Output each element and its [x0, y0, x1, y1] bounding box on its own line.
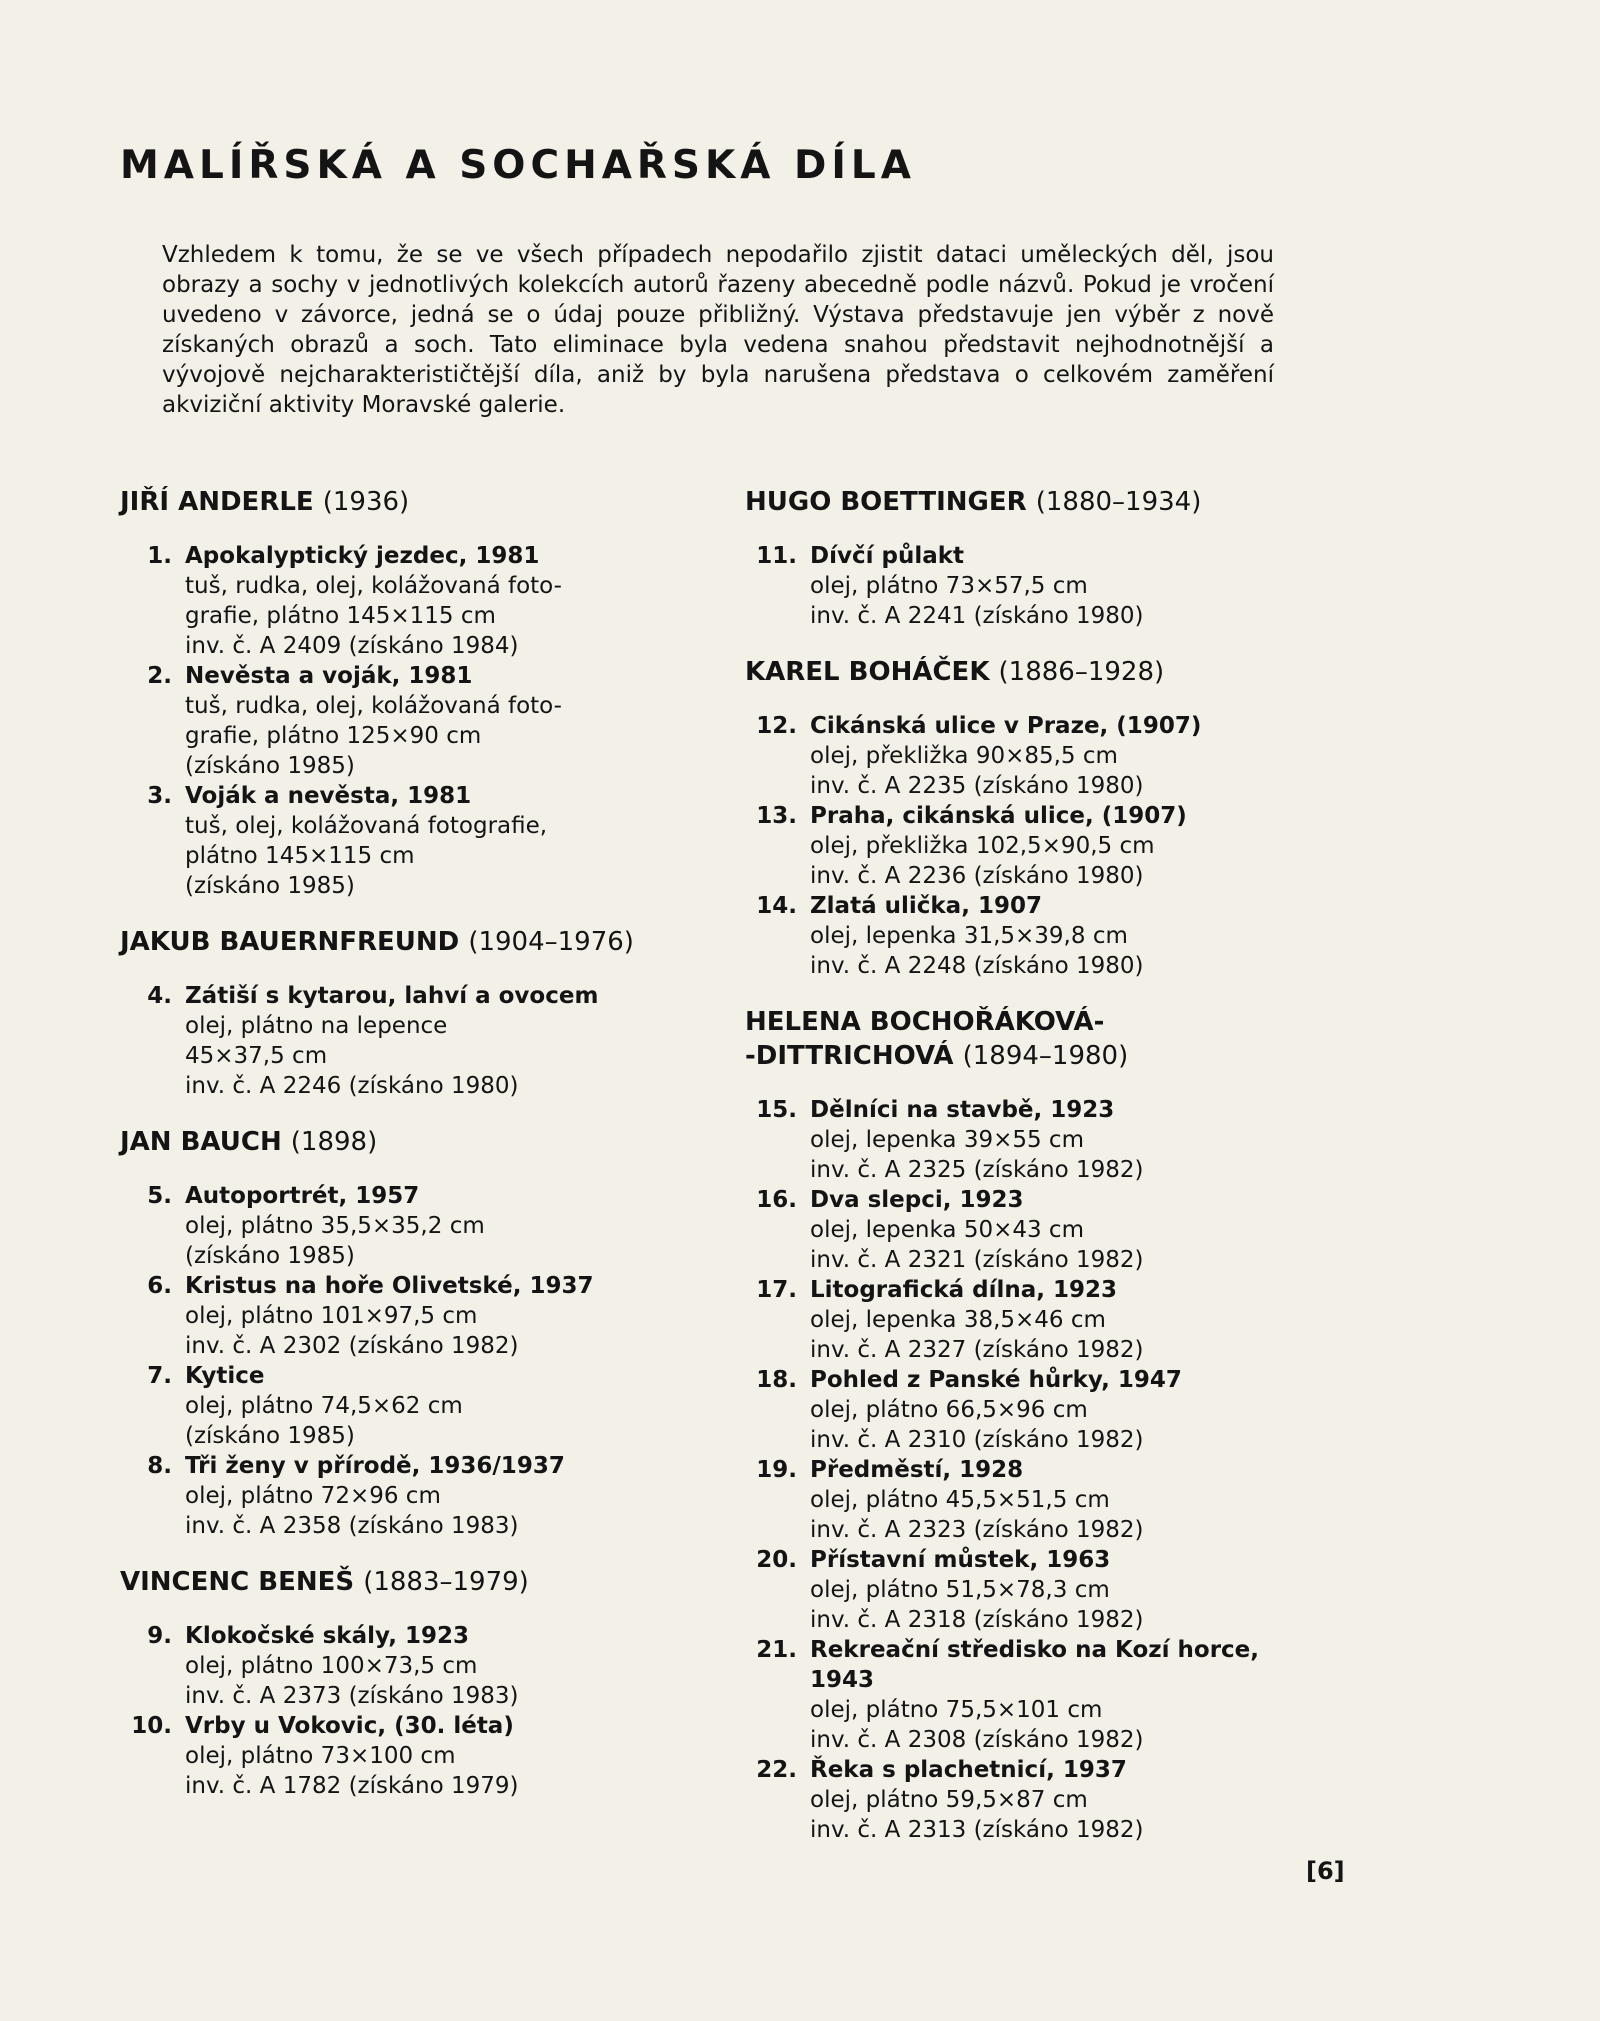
artist-name: HUGO BOETTINGER [745, 487, 1027, 517]
work-detail: olej, plátno 51,5×78,3 cm [810, 1577, 1110, 1603]
work-title: Pohled z Panské hůrky, 1947 [810, 1367, 1182, 1393]
artist-name: JIŘÍ ANDERLE [120, 487, 314, 517]
work-title: Nevěsta a voják, 1981 [185, 663, 473, 689]
work-item [745, 1275, 1305, 1365]
artist-name: KAREL BOHÁČEK [745, 657, 990, 687]
work-number: 19. [756, 1457, 797, 1483]
work-detail: olej, překližka 102,5×90,5 cm [810, 833, 1155, 859]
artist-dates: (1936) [322, 487, 410, 517]
work-number: 2. [147, 663, 172, 689]
work-item [120, 661, 680, 781]
work-item [120, 1361, 680, 1451]
work-detail: inv. č. A 2310 (získáno 1982) [810, 1427, 1144, 1453]
work-detail: olej, překližka 90×85,5 cm [810, 743, 1118, 769]
work-detail: inv. č. A 2325 (získáno 1982) [810, 1157, 1144, 1183]
work-detail: inv. č. A 2321 (získáno 1982) [810, 1247, 1144, 1273]
work-detail: inv. č. A 1782 (získáno 1979) [185, 1773, 519, 1799]
artist-entry [745, 655, 1305, 981]
work-detail: olej, plátno 66,5×96 cm [810, 1397, 1088, 1423]
artist-name-continued: -DITTRICHOVÁ [745, 1041, 954, 1071]
work-number: 20. [756, 1547, 797, 1573]
work-detail: olej, plátno 100×73,5 cm [185, 1653, 478, 1679]
artist-dates: (1898) [290, 1127, 378, 1157]
work-detail: inv. č. A 2235 (získáno 1980) [810, 773, 1144, 799]
work-detail: tuš, rudka, olej, kolážovaná foto- [185, 573, 562, 599]
work-title: Kristus na hoře Olivetské, 1937 [185, 1273, 594, 1299]
right-column [745, 485, 1305, 1869]
intro-paragraph: Vzhledem k tomu, že se ve všech případech nepodařilo zjistit dataci uměleckých děl, jsou obrazy a sochy v jednotlivých kolekcích autorů řazeny abecedně podle názvů. Pokud je vročení uvedeno v závorce, jedná se o údaj pouze přibližný. Výstava představuje jen výběr z nově získaných obrazů a soch. Tato eliminace byla vedena snahou představit nejhodnotnější a vývojově nejcharakterističtější díla, aniž by byla narušena představa o celkovém zaměření akviziční aktivity Moravské galerie. [162, 242, 1274, 418]
artist-heading [120, 1125, 680, 1159]
work-title: Voják a nevěsta, 1981 [185, 783, 472, 809]
page-number: [6] [1306, 1857, 1345, 1885]
work-title: Apokalyptický jezdec, 1981 [185, 543, 540, 569]
work-detail: inv. č. A 2308 (získáno 1982) [810, 1727, 1144, 1753]
work-item [745, 1185, 1305, 1275]
work-item [745, 1455, 1305, 1545]
work-item [120, 1451, 680, 1541]
artist-heading [745, 1005, 1305, 1073]
work-title: Dívčí půlakt [810, 543, 965, 569]
work-item [745, 1545, 1305, 1635]
work-detail: inv. č. A 2409 (získáno 1984) [185, 633, 519, 659]
works-list [745, 711, 1305, 981]
work-detail: olej, lepenka 31,5×39,8 cm [810, 923, 1128, 949]
work-title: Autoportrét, 1957 [185, 1183, 420, 1209]
work-number: 4. [147, 983, 172, 1009]
artist-name: JAKUB BAUERNFREUND [120, 927, 460, 957]
work-number: 13. [756, 803, 797, 829]
work-detail: olej, plátno 72×96 cm [185, 1483, 441, 1509]
work-number: 10. [131, 1713, 172, 1739]
work-title: Zátiší s kytarou, lahví a ovocem [185, 983, 599, 1009]
work-detail: (získáno 1985) [185, 873, 355, 899]
artist-entry [120, 925, 680, 1101]
artist-name: JAN BAUCH [120, 1127, 282, 1157]
work-detail: inv. č. A 2318 (získáno 1982) [810, 1607, 1144, 1633]
work-number: 7. [147, 1363, 172, 1389]
work-detail: olej, plátno 73×100 cm [185, 1743, 456, 1769]
work-detail: 45×37,5 cm [185, 1043, 328, 1069]
work-detail: olej, plátno na lepence [185, 1013, 448, 1039]
work-item [120, 781, 680, 901]
work-title: Praha, cikánská ulice, (1907) [810, 803, 1187, 829]
works-list [120, 1621, 680, 1801]
work-number: 9. [147, 1623, 172, 1649]
artist-dates: (1880–1934) [1035, 487, 1202, 517]
work-detail: tuš, olej, kolážovaná fotografie, [185, 813, 548, 839]
work-detail: (získáno 1985) [185, 753, 355, 779]
work-detail: inv. č. A 2236 (získáno 1980) [810, 863, 1144, 889]
work-detail: olej, lepenka 50×43 cm [810, 1217, 1084, 1243]
work-title: Dva slepci, 1923 [810, 1187, 1024, 1213]
artist-entry [120, 485, 680, 901]
artist-name: HELENA BOCHOŘÁKOVÁ- [745, 1007, 1105, 1037]
work-detail: inv. č. A 2323 (získáno 1982) [810, 1517, 1144, 1543]
work-title: Předměstí, 1928 [810, 1457, 1024, 1483]
work-detail: olej, plátno 75,5×101 cm [810, 1697, 1103, 1723]
work-item [120, 981, 680, 1101]
work-detail: olej, plátno 101×97,5 cm [185, 1303, 478, 1329]
artist-heading [745, 485, 1305, 519]
work-item [745, 1365, 1305, 1455]
works-list [745, 541, 1305, 631]
work-number: 17. [756, 1277, 797, 1303]
work-title: Přístavní můstek, 1963 [810, 1547, 1111, 1573]
work-number: 3. [147, 783, 172, 809]
artist-dates: (1883–1979) [363, 1567, 529, 1597]
work-number: 6. [147, 1273, 172, 1299]
work-title: Zlatá ulička, 1907 [810, 893, 1042, 919]
work-number: 12. [756, 713, 797, 739]
works-list [120, 541, 680, 901]
work-title: Vrby u Vokovic, (30. léta) [185, 1713, 514, 1739]
work-number: 16. [756, 1187, 797, 1213]
work-number: 5. [147, 1183, 172, 1209]
work-number: 18. [756, 1367, 797, 1393]
artist-entry [745, 1005, 1305, 1845]
work-number: 11. [756, 543, 797, 569]
work-detail: inv. č. A 2358 (získáno 1983) [185, 1513, 519, 1539]
work-detail: olej, lepenka 38,5×46 cm [810, 1307, 1106, 1333]
work-item [745, 1095, 1305, 1185]
work-detail: olej, plátno 73×57,5 cm [810, 573, 1088, 599]
work-title: Řeka s plachetnicí, 1937 [810, 1757, 1127, 1783]
work-title: Litografická dílna, 1923 [810, 1277, 1118, 1303]
work-detail: inv. č. A 2313 (získáno 1982) [810, 1817, 1144, 1843]
artist-dates: (1886–1928) [998, 657, 1165, 687]
left-column [120, 485, 680, 1825]
artist-dates: (1904–1976) [468, 927, 634, 957]
work-title: Klokočské skály, 1923 [185, 1623, 469, 1649]
artist-dates: (1894–1980) [962, 1041, 1129, 1071]
work-title: Rekreační středisko na Kozí horce, 1943 [810, 1637, 1260, 1693]
work-detail: plátno 145×115 cm [185, 843, 415, 869]
work-item [120, 1621, 680, 1711]
work-detail: tuš, rudka, olej, kolážovaná foto- [185, 693, 562, 719]
work-detail: grafie, plátno 125×90 cm [185, 723, 482, 749]
works-list [120, 981, 680, 1101]
work-number: 1. [147, 543, 172, 569]
work-number: 8. [147, 1453, 172, 1479]
work-number: 15. [756, 1097, 797, 1123]
work-item [745, 801, 1305, 891]
work-detail: olej, plátno 45,5×51,5 cm [810, 1487, 1110, 1513]
work-item [120, 541, 680, 661]
works-list [120, 1181, 680, 1541]
artist-heading [120, 925, 680, 959]
artist-entry [120, 1125, 680, 1541]
work-detail: olej, plátno 74,5×62 cm [185, 1393, 463, 1419]
work-item [745, 1635, 1305, 1755]
work-detail: (získáno 1985) [185, 1423, 355, 1449]
work-detail: inv. č. A 2327 (získáno 1982) [810, 1337, 1144, 1363]
work-item [120, 1181, 680, 1271]
work-detail: inv. č. A 2248 (získáno 1980) [810, 953, 1144, 979]
artist-entry [120, 1565, 680, 1801]
work-title: Kytice [185, 1363, 265, 1389]
artist-heading [120, 1565, 680, 1599]
page-heading: MALÍŘSKÁ A SOCHAŘSKÁ DÍLA [120, 143, 916, 188]
work-detail: grafie, plátno 145×115 cm [185, 603, 496, 629]
work-item [745, 891, 1305, 981]
work-title: Cikánská ulice v Praze, (1907) [810, 713, 1202, 739]
work-item [745, 1755, 1305, 1845]
artist-name: VINCENC BENEŠ [120, 1567, 355, 1597]
work-item [120, 1711, 680, 1801]
work-detail: olej, plátno 59,5×87 cm [810, 1787, 1088, 1813]
artist-heading [745, 655, 1305, 689]
work-detail: (získáno 1985) [185, 1243, 355, 1269]
work-item [120, 1271, 680, 1361]
work-item [745, 711, 1305, 801]
work-item [745, 541, 1305, 631]
artist-heading [120, 485, 680, 519]
work-title: Dělníci na stavbě, 1923 [810, 1097, 1115, 1123]
work-detail: inv. č. A 2373 (získáno 1983) [185, 1683, 519, 1709]
work-number: 22. [756, 1757, 797, 1783]
work-detail: olej, plátno 35,5×35,2 cm [185, 1213, 485, 1239]
work-detail: olej, lepenka 39×55 cm [810, 1127, 1084, 1153]
work-number: 21. [756, 1637, 797, 1663]
works-list [745, 1095, 1305, 1845]
work-title: Tři ženy v přírodě, 1936/1937 [185, 1453, 565, 1479]
artist-entry [745, 485, 1305, 631]
work-number: 14. [756, 893, 797, 919]
work-detail: inv. č. A 2302 (získáno 1982) [185, 1333, 519, 1359]
work-detail: inv. č. A 2241 (získáno 1980) [810, 603, 1144, 629]
work-detail: inv. č. A 2246 (získáno 1980) [185, 1073, 519, 1099]
